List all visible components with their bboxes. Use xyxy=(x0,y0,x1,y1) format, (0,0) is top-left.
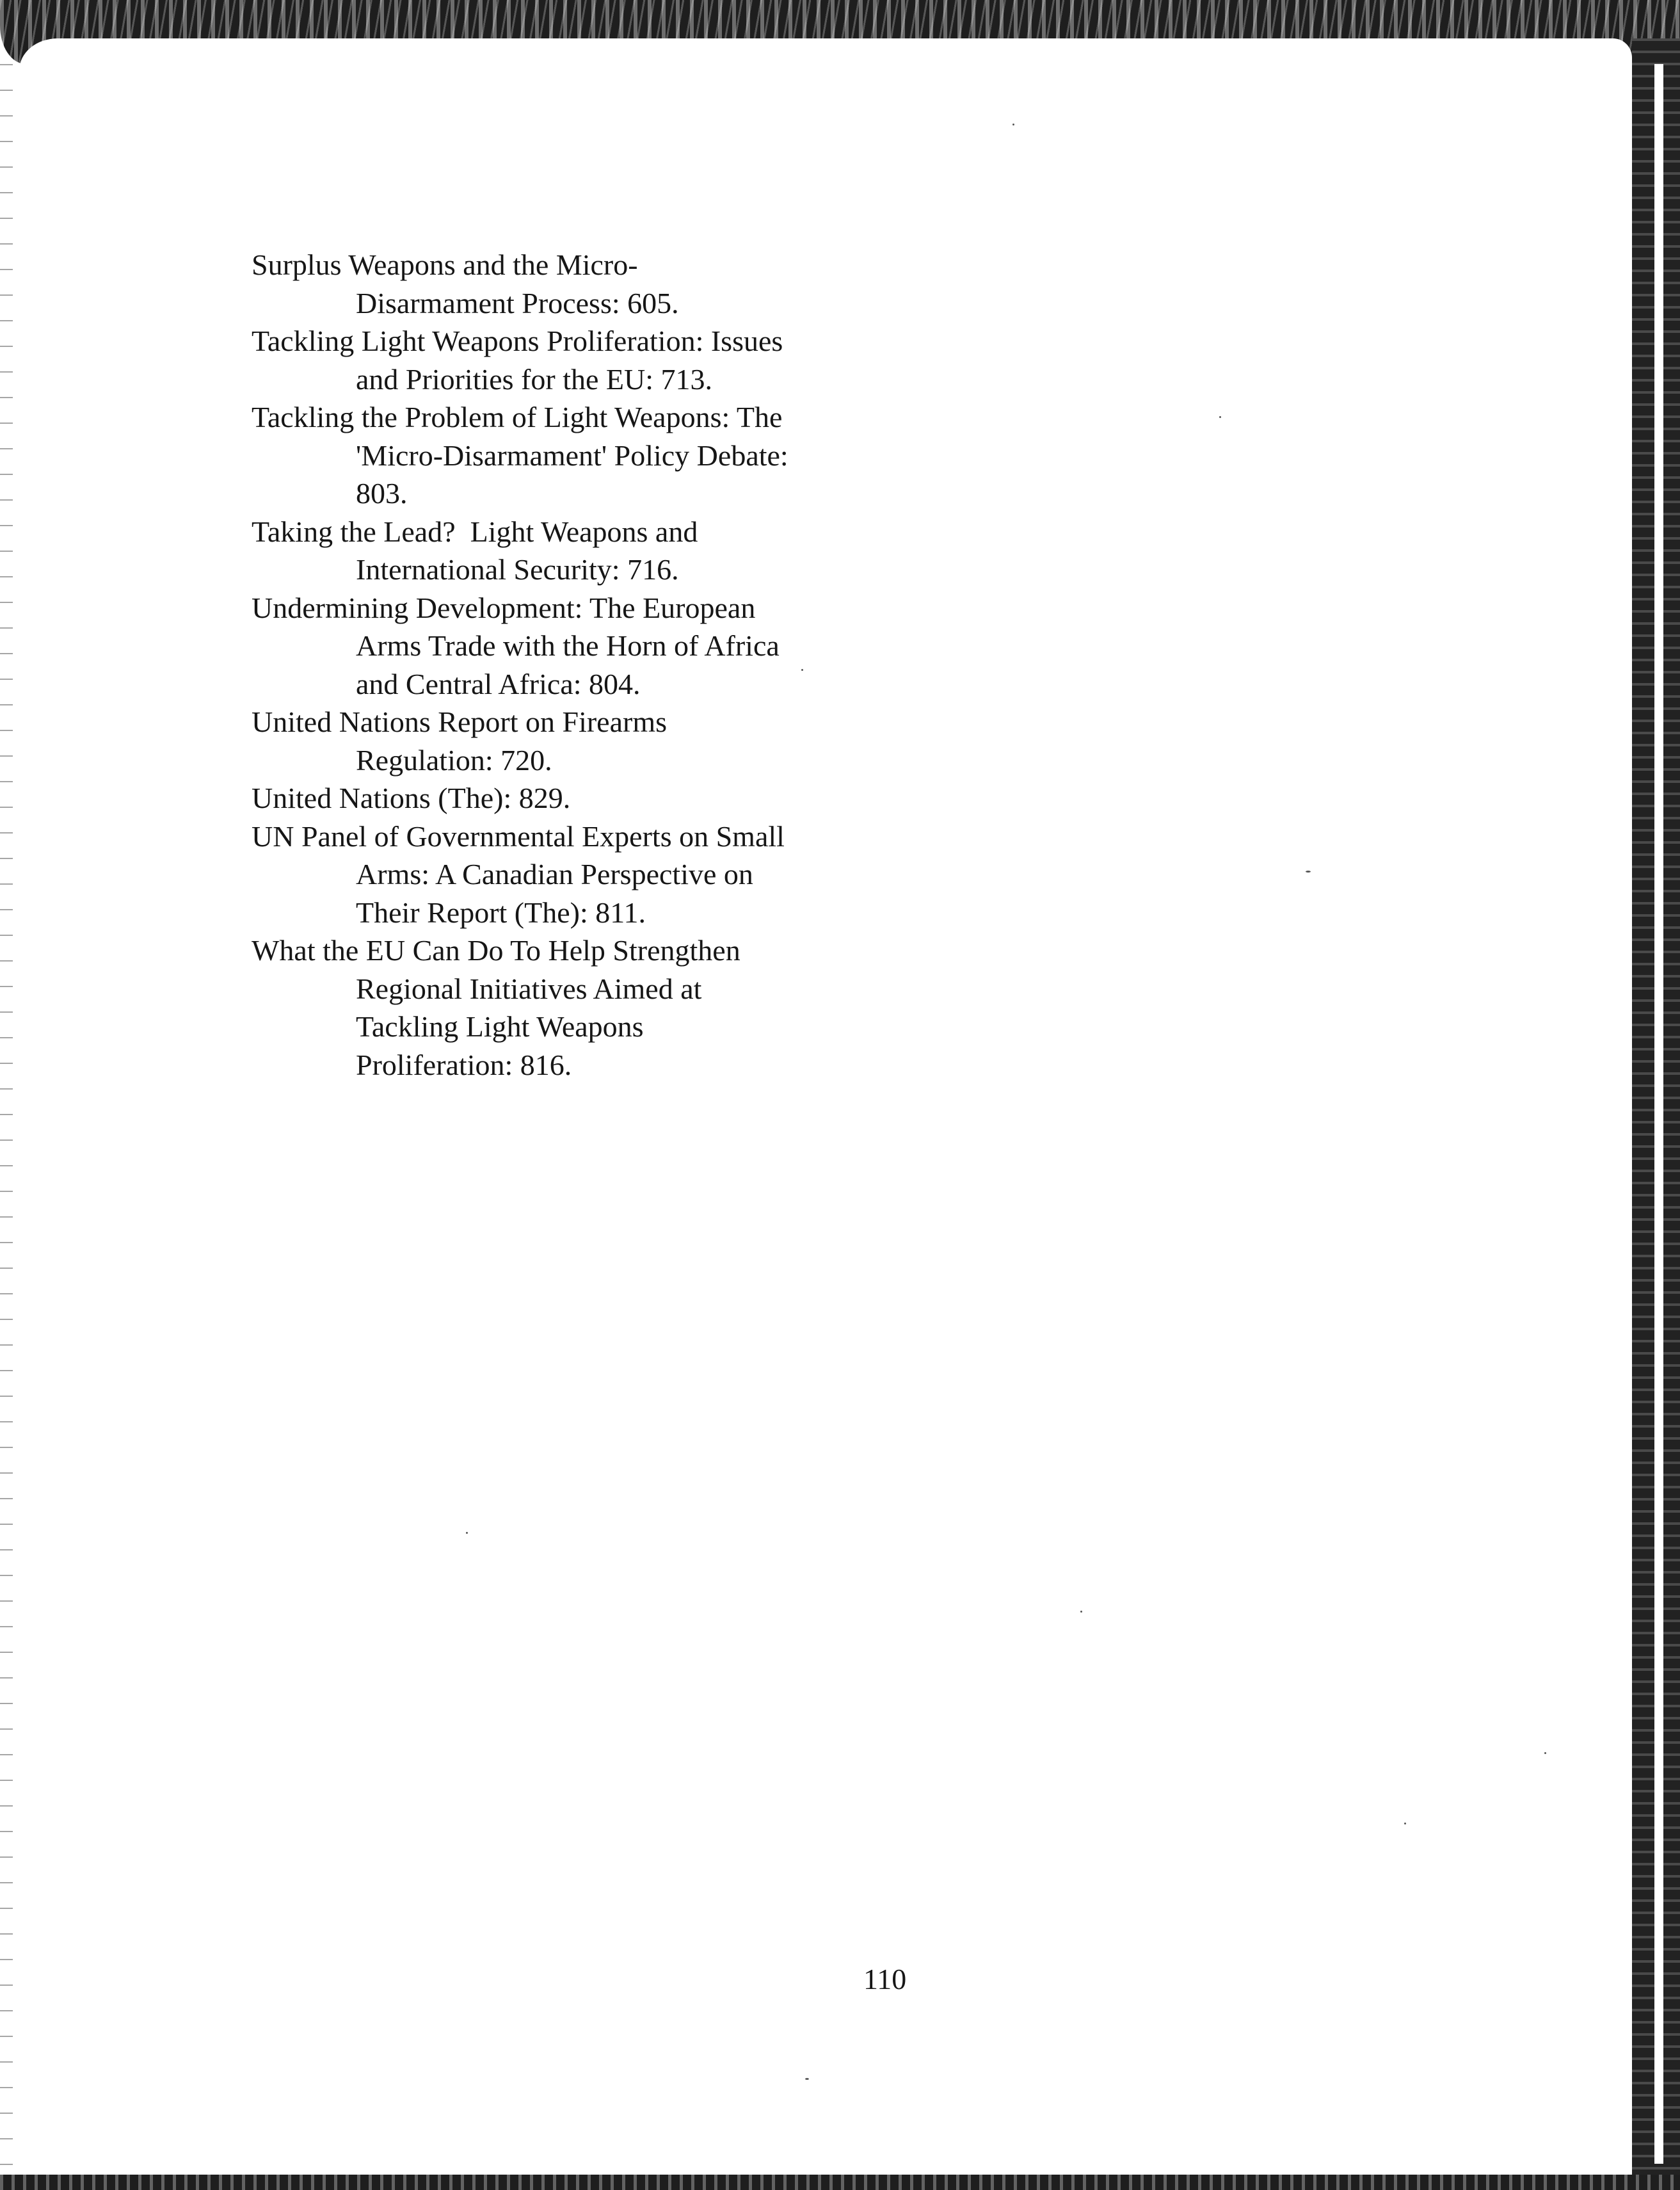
scan-edge-left xyxy=(0,64,13,2190)
scan-speck xyxy=(801,669,803,671)
index-entry-line: Arms: A Canadian Perspective on xyxy=(356,858,753,890)
page-number: 110 xyxy=(863,1963,907,1995)
index-entry-line: Undermining Development: The European xyxy=(252,591,756,624)
scan-speck xyxy=(466,1532,468,1534)
index-entry-line: International Security: 716. xyxy=(356,553,679,586)
index-entry xyxy=(252,246,892,322)
index-entry-line: Their Report (The): 811. xyxy=(356,896,646,929)
page-corner xyxy=(19,38,1632,90)
index-entry-line: Tackling Light Weapons xyxy=(356,1010,644,1043)
scan-speck xyxy=(1306,871,1311,873)
index-entry-line: Tackling Light Weapons Proliferation: Issues xyxy=(252,325,783,357)
index-entry-line: Disarmament Process: 605. xyxy=(356,286,679,319)
index-entry-line: Surplus Weapons and the Micro- xyxy=(252,248,638,281)
index-entry-line: Taking the Lead? Light Weapons and xyxy=(252,515,698,548)
index-entry-line: 'Micro-Disarmament' Policy Debate: xyxy=(356,439,788,472)
scan-speck xyxy=(1080,1611,1082,1613)
scan-edge-right-gap xyxy=(1654,64,1663,2164)
index-entry xyxy=(252,322,892,398)
scan-speck xyxy=(1404,1823,1406,1824)
index-entry xyxy=(252,589,892,704)
index-entry-line: UN Panel of Governmental Experts on Small xyxy=(252,819,785,853)
index-entry xyxy=(252,817,892,932)
index-entry-line: Tackling the Problem of Light Weapons: The xyxy=(252,401,783,433)
index-entry-line: United Nations Report on Firearms xyxy=(252,705,668,738)
index-entry-line: Arms Trade with the Horn of Africa xyxy=(356,629,780,662)
index-entry xyxy=(252,398,892,513)
index-entry-line: and Central Africa: 804. xyxy=(356,667,641,700)
scan-edge-bottom xyxy=(0,2175,1680,2190)
index-entry xyxy=(252,779,892,817)
index-entry-line: What the EU Can Do To Help Strengthen xyxy=(252,934,740,967)
index-list xyxy=(252,246,892,1084)
scan-speck xyxy=(1544,1752,1546,1754)
scan-speck xyxy=(1219,416,1221,418)
index-entry-line: 803. xyxy=(356,477,408,510)
scan-speck xyxy=(1012,124,1014,125)
index-entry-line: Regulation: 720. xyxy=(356,743,552,777)
index-entry-line: and Priorities for the EU: 713. xyxy=(356,362,713,396)
index-entry xyxy=(252,703,892,779)
index-entry-line: Proliferation: 816. xyxy=(356,1048,572,1081)
index-entry xyxy=(252,513,892,589)
index-entry xyxy=(252,931,892,1084)
scan-speck xyxy=(805,2078,809,2080)
index-entry-line: United Nations (The): 829. xyxy=(252,782,571,814)
index-entry-line: Regional Initiatives Aimed at xyxy=(356,972,702,1005)
